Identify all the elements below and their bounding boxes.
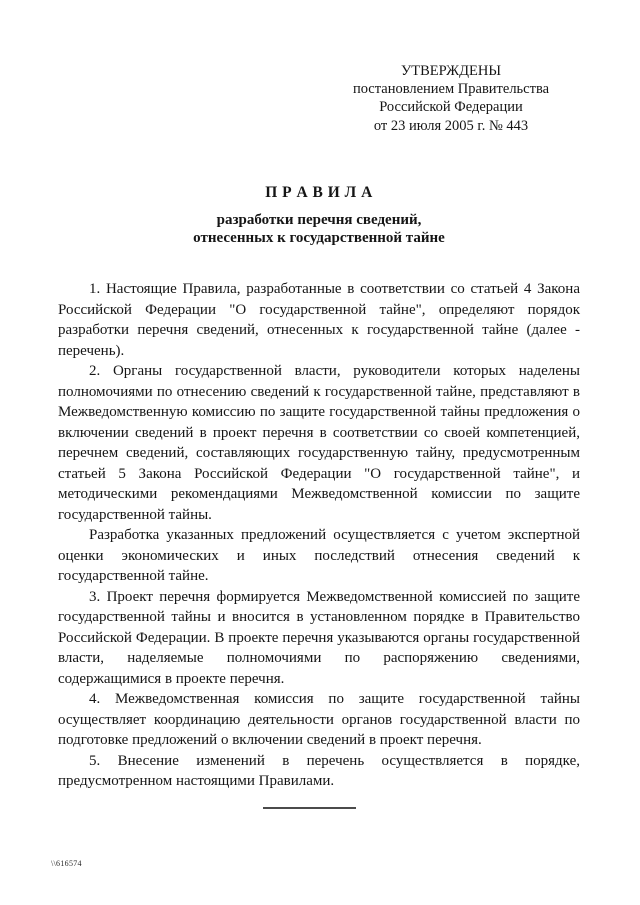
approval-line-approved: УТВЕРЖДЕНЫ (400, 63, 502, 79)
document-body (58, 279, 580, 792)
title-block (58, 184, 580, 247)
separator-line (263, 807, 356, 809)
paragraph-3: 3. Проект перечня формируется Межведомственной комиссией по защите государственной тайны и вносится в установленном порядке в Правительство Российской Федерации. В проекте перечня указываются органы государственной власти, наделяемые полномочиями по распоряжению сведениями, содержащимися в проекте перечня. (58, 588, 580, 687)
document-subtitle-line-1: разработки перечня сведений, (216, 212, 422, 228)
footer-document-code: \\616574 (51, 859, 82, 868)
paragraph-2-continuation: Разработка указанных предложений осуществляется с учетом экспертной оценки экономических и иных последствий отнесения сведений к государственной тайне. (58, 527, 580, 584)
approval-line-date-number: от 23 июля 2005 г. № 443 (373, 117, 529, 134)
paragraph-5: 5. Внесение изменений в перечень осуществляется в порядке, предусмотренном настоящими Правилами. (58, 752, 580, 789)
paragraph-4: 4. Межведомственная комиссия по защите государственной тайны осуществляет координацию деятельности органов государственной власти по подготовке предложений о включении сведений в проект перечня. (58, 691, 580, 748)
document-subtitle-line-2: отнесенных к государственной тайне (193, 229, 445, 246)
approval-block (350, 62, 552, 135)
paragraph-2: 2. Органы государственной власти, руководители которых наделены полномочиями по отнесению сведений к государственной тайне, представляют в Межведомственную комиссию по защите государственной тайны предложения о включении сведений в проект перечня в соответствии со своей компетенцией, перечнем сведений, составляющих государственную тайну, предусмотренным статьей 5 Закона Российской Федерации "О государственной тайне", и методическими рекомендациями Межведомственной комиссии по защите государственной тайны. (58, 363, 580, 523)
document-title: П Р А В И Л А (265, 184, 373, 201)
paragraph-1: 1. Настоящие Правила, разработанные в соответствии со статьей 4 Закона Российской Федерации "О государственной тайне", определяют порядок разработки перечня сведений, отнесенных к государственной тайне (далее - перечень). (58, 281, 580, 359)
approval-line-federation: Российской Федерации (379, 99, 523, 116)
approval-line-decree: постановлением Правительства (352, 81, 550, 98)
